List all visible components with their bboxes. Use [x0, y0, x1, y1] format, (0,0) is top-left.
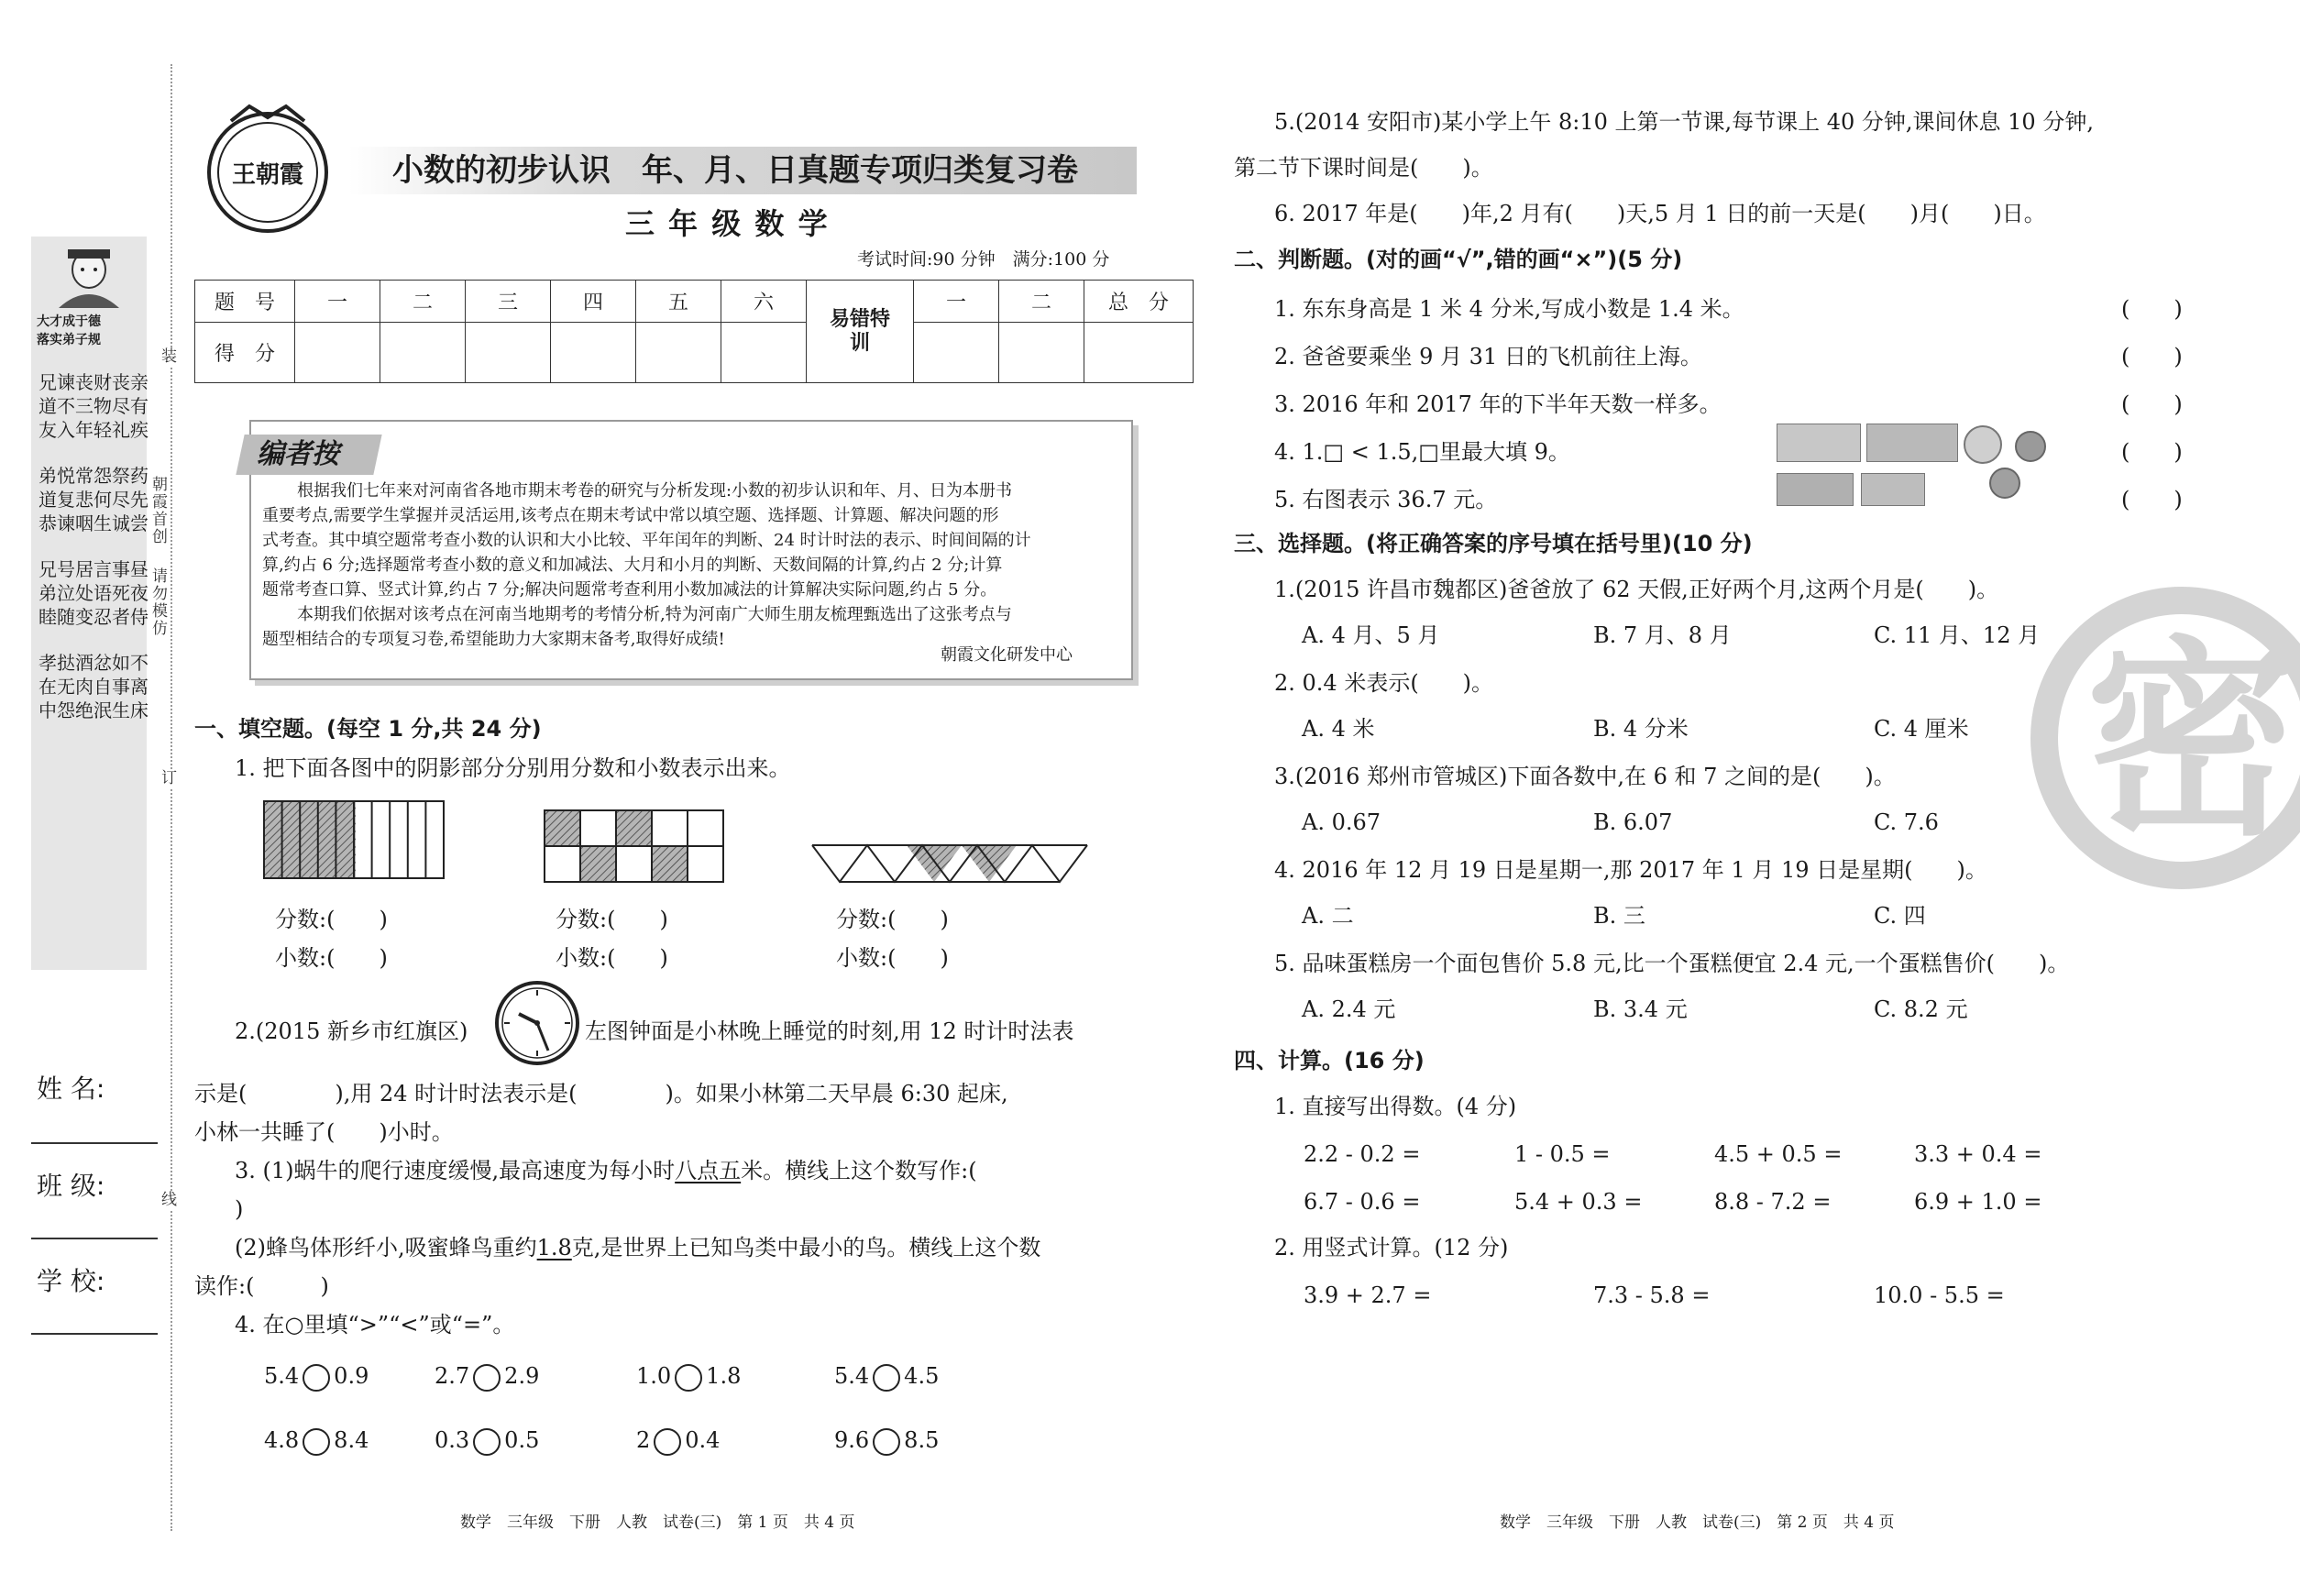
binding-mark-1: 装	[161, 347, 177, 366]
question-2-text-3: 小林一共睡了( )小时。	[194, 1119, 454, 1145]
compare-circle-input[interactable]	[675, 1364, 702, 1392]
question-5-cont: 第二节下课时间是( )。	[1234, 155, 1493, 181]
score-cell[interactable]	[914, 323, 999, 383]
note-line: 算,约占 6 分;选择题常考查小数的意义和加减法、大月和小月的判断、天数间隔的计算,约占 2 分;计算	[262, 556, 1003, 575]
motto-text: 兄弟睦	[39, 558, 57, 628]
motto-text: 谏不入	[57, 371, 75, 441]
compare-circle-input[interactable]	[303, 1428, 330, 1456]
note-line: 题型相结合的专项复习卷,希望能助力大家期末备考,取得好成绩!	[262, 630, 725, 649]
choice-option[interactable]: B. 4 分米	[1593, 716, 1689, 742]
compare-left-value: 2	[636, 1427, 651, 1453]
motto-text: 不离床	[130, 652, 149, 721]
binding-line	[171, 64, 172, 1531]
motto-text: 怨何生	[94, 465, 112, 534]
judge-answer-box[interactable]: ( )	[2121, 391, 2183, 417]
compare-circle-input[interactable]	[473, 1428, 501, 1456]
score-cell[interactable]	[999, 323, 1084, 383]
compare-right-value: 4.5	[904, 1363, 940, 1389]
vertical-calc-item: 10.0 - 5.5 =	[1874, 1282, 2005, 1308]
page-subtitle: 三 年 级 数 学	[625, 206, 830, 241]
comparison-item	[834, 1426, 939, 1456]
question-1: 1. 把下面各图中的阴影部分分别用分数和小数表示出来。	[235, 755, 791, 781]
question-3-2-answer: 读作:( )	[194, 1273, 329, 1299]
compare-left-value: 4.8	[264, 1427, 300, 1453]
choice-option[interactable]: B. 7 月、8 月	[1593, 622, 1732, 648]
logo-text: 王朝霞	[231, 161, 303, 189]
q3-part1-answer: 米。横线上这个数写作:(	[741, 1158, 977, 1183]
question-2-source: 2.(2015 新乡市红旗区)	[235, 1018, 468, 1044]
vertical-calc-item: 7.3 - 5.8 =	[1593, 1282, 1711, 1308]
choice-question: 1.(2015 许昌市魏都区)爸爸放了 62 天假,正好两个月,这两个月是( )。	[1274, 577, 1999, 602]
note-line: 根据我们七年来对河南省各地市期末考卷的研究与分析发现:小数的初步认识和年、月、日为本册书	[297, 481, 1013, 501]
fig2-decimal[interactable]: 小数:( )	[556, 945, 668, 971]
judge-item: 5. 右图表示 36.7 元。	[1274, 487, 1498, 512]
note-line: 重要考点,需要学生掌握并灵活运用,该考点在期末考试中常以填空题、选择题、计算题、解决问题的形	[262, 506, 999, 525]
compare-right-value: 0.9	[334, 1363, 369, 1389]
judge-answer-box[interactable]: ( )	[2121, 344, 2183, 369]
motto-text: 挞无怨	[57, 652, 75, 721]
left-footer: 数学 三年级 下册 人教 试卷(三) 第 1 页 共 4 页	[460, 1513, 855, 1532]
class-line[interactable]	[31, 1238, 158, 1239]
judge-item: 4. 1.□ < 1.5,□里最大填 9。	[1274, 439, 1570, 465]
choice-option[interactable]: C. 8.2 元	[1874, 996, 1968, 1022]
motto-text: 弟道恭	[39, 465, 57, 534]
score-cell[interactable]	[380, 323, 466, 383]
judge-item: 1. 东东身高是 1 米 4 分米,写成小数是 1.4 米。	[1274, 296, 1744, 322]
motto-text: 祭尽诚	[112, 465, 130, 534]
score-header-cell: 一	[914, 281, 999, 323]
note-line: 式考查。其中填空题常考查小数的认识和大小比较、平年闰年的判断、24 时计时法的表示、时间间隔的计	[262, 531, 1031, 550]
figure-grid	[543, 809, 726, 886]
motto-text: 如事生	[112, 652, 130, 721]
judge-answer-box[interactable]: ( )	[2121, 296, 2183, 322]
comparison-item	[264, 1362, 369, 1392]
comparison-item	[264, 1426, 369, 1456]
score-cell[interactable]	[721, 323, 807, 383]
question-4: 4. 在○里填“>”“<”或“=”。	[235, 1312, 515, 1337]
motto-text: 兄道友	[39, 371, 57, 441]
score-header-cell: 四	[551, 281, 636, 323]
section-4-title: 四、计算。(16 分)	[1234, 1048, 1425, 1073]
compare-right-value: 0.4	[685, 1427, 721, 1453]
class-label: 班 级:	[37, 1171, 105, 1201]
score-cell[interactable]	[1084, 323, 1194, 383]
name-line[interactable]	[31, 1142, 158, 1144]
q3-part2-rest: 克,是世界上已知鸟类中最小的鸟。横线上这个数	[571, 1235, 1041, 1260]
figure-strips	[262, 799, 446, 882]
compare-right-value: 8.4	[334, 1427, 369, 1453]
score-row-label: 得 分	[195, 323, 295, 383]
score-header-cell: 六	[721, 281, 807, 323]
fig3-decimal[interactable]: 小数:( )	[836, 945, 949, 971]
motto-text: 丧三年	[75, 371, 94, 441]
choice-option[interactable]: A. 2.4 元	[1302, 996, 1396, 1022]
fig2-fraction[interactable]: 分数:( )	[556, 907, 668, 932]
motto-text: 财物轻	[94, 371, 112, 441]
note-heading: 编者按	[257, 438, 339, 470]
calc-1-title: 1. 直接写出得数。(4 分)	[1274, 1094, 1517, 1119]
score-header-cell: 一	[295, 281, 380, 323]
section-3-title: 三、选择题。(将正确答案的序号填在括号里)(10 分)	[1234, 531, 1753, 556]
question-3-2	[235, 1234, 1040, 1261]
name-label: 姓 名:	[37, 1073, 105, 1104]
motto-text: 言语忍	[94, 558, 112, 628]
editor-note	[249, 420, 1133, 680]
right-footer: 数学 三年级 下册 人教 试卷(三) 第 2 页 共 4 页	[1500, 1513, 1895, 1532]
sidebar-caption-2: 落实弟子规	[37, 333, 101, 347]
banknote-1-icon	[1861, 473, 1925, 506]
question-2-text-2: 示是( ),用 24 时计时法表示是( )。如果小林第二天早晨 6:30 起床,	[194, 1081, 1008, 1106]
binding-mark-3: 线	[161, 1191, 177, 1209]
score-header-cell: 二	[380, 281, 466, 323]
choice-option[interactable]: B. 6.07	[1593, 809, 1673, 835]
q3-part2-text: (2)蜂鸟体形纤小,吸蜜蜂鸟重约	[235, 1235, 537, 1260]
mental-calc-item: 5.4 + 0.3 =	[1514, 1189, 1643, 1215]
motto-text: 常悲咽	[75, 465, 94, 534]
judge-item: 3. 2016 年和 2017 年的下半年天数一样多。	[1274, 391, 1722, 417]
score-header-cell: 题 号	[195, 281, 295, 323]
note-line: 本期我们依据对该考点在河南当地期考的考情分析,特为河南广大师生朋友梳理甄选出了这张考点与	[297, 605, 1012, 624]
mental-calc-item: 2.2 - 0.2 =	[1304, 1141, 1421, 1167]
compare-left-value: 1.0	[636, 1363, 672, 1389]
compare-left-value: 5.4	[264, 1363, 300, 1389]
mental-calc-item: 4.5 + 0.5 =	[1714, 1141, 1843, 1167]
note-signature: 朝霞文化研发中心	[941, 645, 1073, 665]
mental-calc-item: 6.9 + 1.0 =	[1914, 1189, 2042, 1215]
fig1-decimal[interactable]: 小数:( )	[275, 945, 388, 971]
mental-calc-item: 8.8 - 7.2 =	[1714, 1189, 1832, 1215]
score-cell[interactable]	[551, 323, 636, 383]
choice-question: 3.(2016 郑州市管城区)下面各数中,在 6 和 7 之间的是( )。	[1274, 764, 1896, 789]
q3-part1-underlined: 八点五	[675, 1158, 742, 1183]
choice-option[interactable]: C. 四	[1874, 903, 1926, 929]
choice-option[interactable]: A. 4 月、5 月	[1302, 622, 1440, 648]
choice-option[interactable]: A. 二	[1302, 903, 1354, 929]
question-2-text-1: 左图钟面是小林晚上睡觉的时刻,用 12 时计时法表	[585, 1018, 1074, 1044]
brand-logo	[194, 101, 341, 238]
score-cell[interactable]	[466, 323, 551, 383]
motto-text: 事死者	[112, 558, 130, 628]
calc-2-title: 2. 用竖式计算。(12 分)	[1274, 1235, 1509, 1260]
coin-icon	[1964, 425, 2002, 464]
coin-icon	[2015, 431, 2046, 462]
score-header-cell: 五	[636, 281, 721, 323]
score-header-cell: 二	[999, 281, 1084, 323]
compare-circle-input[interactable]	[654, 1428, 681, 1456]
comparison-item	[636, 1426, 720, 1456]
choice-option[interactable]: B. 3.4 元	[1593, 996, 1688, 1022]
judge-answer-box[interactable]: ( )	[2121, 487, 2183, 512]
exam-info: 考试时间:90 分钟 满分:100 分	[857, 249, 1110, 270]
compare-left-value: 9.6	[834, 1427, 870, 1453]
compare-left-value: 2.7	[435, 1363, 470, 1389]
motto-text: 亲有疾	[130, 371, 149, 441]
mental-calc-item: 3.3 + 0.4 =	[1914, 1141, 2042, 1167]
compare-left-value: 0.3	[435, 1427, 470, 1453]
choice-option[interactable]: C. 7.6	[1874, 809, 1939, 835]
question-6: 6. 2017 年是( )年,2 月有( )天,5 月 1 日的前一天是( )月( )日。	[1274, 201, 2046, 226]
motto-text: 药先尝	[130, 465, 149, 534]
banknote-20-icon	[1777, 424, 1861, 462]
compare-circle-input[interactable]	[473, 1364, 501, 1392]
motto-text: 号泣随	[57, 558, 75, 628]
motto-text: 忿自泯	[94, 652, 112, 721]
motto-text: 昼夜侍	[130, 558, 149, 628]
choice-option[interactable]: A. 4 米	[1302, 716, 1375, 742]
choice-option[interactable]: A. 0.67	[1302, 809, 1381, 835]
question-3-1	[235, 1157, 977, 1184]
motto-text: 丧尽礼	[112, 371, 130, 441]
motto-text: 悦复谏	[57, 465, 75, 534]
compare-right-value: 1.8	[706, 1363, 742, 1389]
choice-question: 4. 2016 年 12 月 19 日是星期一,那 2017 年 1 月 19 日是星期( )。	[1274, 857, 1987, 883]
q3-part2-underlined: 1.8	[536, 1235, 572, 1260]
fig3-fraction[interactable]: 分数:( )	[836, 907, 949, 932]
page-title: 小数的初步认识 年、月、日真题专项归类复习卷	[392, 152, 1078, 189]
vertical-calc-item: 3.9 + 2.7 =	[1304, 1282, 1432, 1308]
coin-icon	[1989, 468, 2020, 499]
choice-question: 5. 品味蛋糕房一个面包售价 5.8 元,比一个蛋糕便宜 2.4 元,一个蛋糕售价( )。	[1274, 951, 2070, 976]
vertical-note-1: 朝霞首创	[152, 476, 168, 546]
choice-option[interactable]: C. 4 厘米	[1874, 716, 1969, 742]
binding-mark-2: 订	[161, 769, 177, 787]
note-line: 题常考查口算、竖式计算,约占 7 分;解决问题常考查利用小数加减法的计算解决实际问题,约占 5 分。	[262, 580, 997, 600]
fig1-fraction[interactable]: 分数:( )	[275, 907, 388, 932]
motto-text: 孝在中	[39, 652, 57, 721]
compare-left-value: 5.4	[834, 1363, 870, 1389]
motto-text: 居处变	[75, 558, 94, 628]
compare-right-value: 8.5	[904, 1427, 940, 1453]
q3-part1-text: 3. (1)蜗牛的爬行速度缓慢,最高速度为每小时	[235, 1158, 676, 1183]
score-table	[194, 280, 1194, 383]
figure-triangles	[810, 843, 1095, 886]
choice-option[interactable]: C. 11 月、12 月	[1874, 622, 2041, 648]
vertical-note-2: 请勿模仿	[152, 567, 168, 638]
special-training-label: 易错特训	[807, 281, 914, 383]
score-cell[interactable]	[636, 323, 721, 383]
score-header-cell: 总 分	[1084, 281, 1194, 323]
question-3-1-close: )	[235, 1196, 244, 1222]
mental-calc-item: 6.7 - 0.6 =	[1304, 1189, 1421, 1215]
comparison-item	[435, 1362, 539, 1392]
banknote-10-icon	[1866, 424, 1958, 462]
section-1-title: 一、填空题。(每空 1 分,共 24 分)	[194, 716, 542, 742]
scholar-icon	[48, 244, 130, 310]
school-line[interactable]	[31, 1333, 158, 1335]
choice-question: 2. 0.4 米表示( )。	[1274, 670, 1494, 696]
comparison-item	[435, 1426, 539, 1456]
compare-right-value: 2.9	[504, 1363, 540, 1389]
comparison-item	[636, 1362, 741, 1392]
score-header-cell: 三	[466, 281, 551, 323]
compare-circle-input[interactable]	[873, 1364, 900, 1392]
clock-icon	[493, 979, 581, 1067]
secret-seal-char: 密	[2085, 620, 2296, 864]
compare-circle-input[interactable]	[873, 1428, 900, 1456]
school-label: 学 校:	[37, 1266, 105, 1296]
mental-calc-item: 1 - 0.5 =	[1514, 1141, 1611, 1167]
judge-item: 2. 爸爸要乘坐 9 月 31 日的飞机前往上海。	[1274, 344, 1702, 369]
question-5: 5.(2014 安阳市)某小学上午 8:10 上第一节课,每节课上 40 分钟,课间休息 10 分钟,	[1274, 109, 2094, 135]
score-cell[interactable]	[295, 323, 380, 383]
motto-text: 酒肉绝	[75, 652, 94, 721]
sidebar-caption-1: 大才成于德	[37, 314, 101, 329]
compare-right-value: 0.5	[504, 1427, 540, 1453]
section-2-title: 二、判断题。(对的画“√”,错的画“×”)(5 分)	[1234, 247, 1683, 272]
compare-circle-input[interactable]	[303, 1364, 330, 1392]
sidebar-motto-panel	[31, 237, 147, 970]
comparison-item	[834, 1362, 939, 1392]
choice-option[interactable]: B. 三	[1593, 903, 1645, 929]
judge-answer-box[interactable]: ( )	[2121, 439, 2183, 465]
banknote-5-icon	[1777, 473, 1854, 506]
